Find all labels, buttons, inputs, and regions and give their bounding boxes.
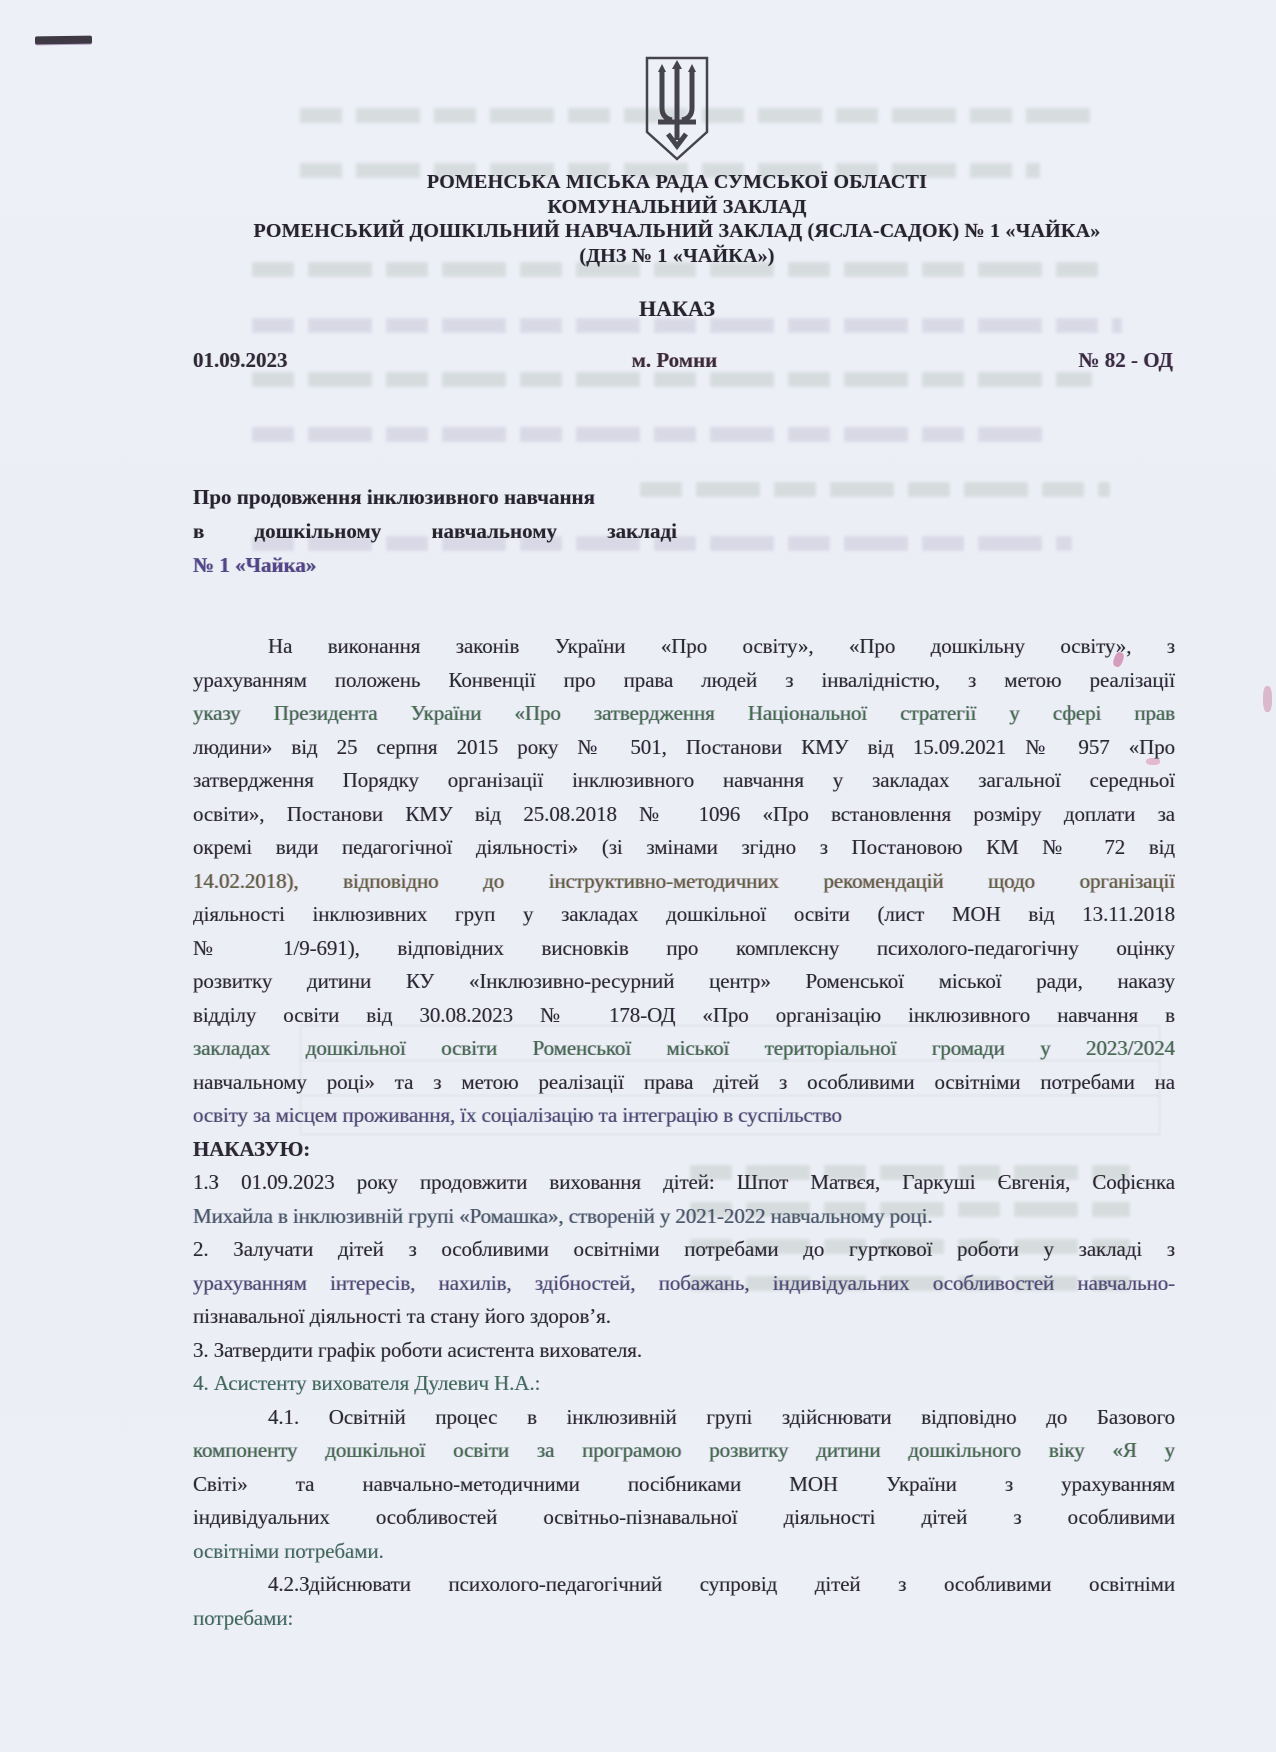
body-line: навчальному році» та з метою реалізації права дітей з особливими освітніми потребами на bbox=[193, 1069, 1175, 1094]
ukraine-trident-emblem-icon bbox=[644, 56, 710, 162]
order-place: м. Ромни bbox=[631, 348, 718, 372]
resolution-line: 2. Залучати дітей з особливими освітніми потребами до гурткової роботи у закладі з bbox=[193, 1237, 1175, 1261]
doc-type-title: НАКАЗ bbox=[639, 296, 715, 321]
subject-line: № 1 «Чайка» bbox=[193, 553, 317, 577]
resolution-line: 4. Асистенту вихователя Дулевич Н.А.: bbox=[193, 1371, 541, 1395]
order-date: 01.09.2023 bbox=[193, 348, 288, 372]
resolution-line: 4.1. Освітній процес в інклюзивній групі здійснювати відповідно до Базового bbox=[268, 1404, 1175, 1429]
org-line: РОМЕНСЬКИЙ ДОШКІЛЬНИЙ НАВЧАЛЬНИЙ ЗАКЛАД (ЯСЛА-САДОК) № 1 «ЧАЙКА» bbox=[253, 220, 1101, 242]
body-line: відділу освіти від 30.08.2023 № 178-ОД «Про організацію інклюзивного навчання в bbox=[193, 1002, 1175, 1027]
body-line: указу Президента України «Про затвердження Національної стратегії у сфері прав bbox=[193, 701, 1175, 725]
body-line: діяльності інклюзивних груп у закладах дошкільної освіти (лист МОН від 13.11.2018 bbox=[193, 902, 1175, 926]
org-line: РОМЕНСЬКА МІСЬКА РАДА СУМСЬКОЇ ОБЛАСТІ bbox=[426, 171, 928, 193]
bleedthrough-line bbox=[640, 482, 1110, 497]
body-line: розвитку дитини КУ «Інклюзивно-ресурний центр» Роменської міської ради, наказу bbox=[193, 969, 1175, 993]
subject-line: Про продовження інклюзивного навчання bbox=[193, 485, 596, 509]
pen-dash-mark bbox=[35, 36, 92, 45]
body-line: На виконання законів України «Про освіту», «Про дошкільну освіту», з bbox=[268, 634, 1175, 658]
resolution-line: компоненту дошкільної освіти за програмою розвитку дитини дошкільного віку «Я у bbox=[193, 1438, 1175, 1462]
order-number: № 82 - ОД bbox=[1078, 348, 1173, 372]
resolution-line: Світі» та навчально-методичними посібниками МОН України з урахуванням bbox=[193, 1471, 1175, 1496]
resolution-line: 4.2.Здійснювати психолого-педагогічний супровід дітей з особливими освітніми bbox=[268, 1572, 1175, 1596]
resolution-line: урахуванням інтересів, нахилів, здібностей, побажань, індивідуальних особливостей навчально- bbox=[193, 1270, 1175, 1295]
body-line: № 1/9-691), відповідних висновків про комплексну психолого-педагогічну оцінку bbox=[193, 935, 1175, 960]
resolution-line: 3. Затвердити графік роботи асистента вихователя. bbox=[193, 1337, 642, 1362]
body-line: закладах дошкільної освіти Роменської міської територіальної громади у 2023/2024 bbox=[193, 1036, 1175, 1060]
org-line: КОМУНАЛЬНИЙ ЗАКЛАД bbox=[547, 195, 807, 218]
bleedthrough-line bbox=[252, 427, 1052, 442]
resolution-line: освітніми потребами. bbox=[193, 1538, 384, 1563]
dateline bbox=[193, 348, 1173, 378]
body-line: затвердження Порядку організації інклюзивного навчання у закладах загальної середньої bbox=[193, 768, 1175, 792]
body-line: 14.02.2018), відповідно до інструктивно-методичних рекомендацій щодо організації bbox=[193, 868, 1175, 893]
resolution-line: потребами: bbox=[193, 1605, 294, 1630]
order-subject bbox=[193, 480, 677, 582]
subject-line: в дошкільному навчальному закладі bbox=[193, 519, 677, 543]
body-line: урахуванням положень Конвенції про права людей з інвалідністю, з метою реалізації bbox=[193, 667, 1175, 692]
org-line: (ДНЗ № 1 «ЧАЙКА») bbox=[579, 244, 775, 267]
letterhead bbox=[97, 170, 1257, 268]
body-line: освіту за місцем проживання, їх соціалізацію та інтеграцію в суспільство bbox=[193, 1103, 842, 1127]
body-line: окремі види педагогічної діяльності» (зі змінами згідно з Постановою КМ № 72 від bbox=[193, 835, 1175, 859]
body-line: освіти», Постанови КМУ від 25.08.2018 № 1096 «Про встановлення розміру доплати за bbox=[193, 801, 1175, 826]
order-body bbox=[193, 630, 1175, 1635]
resolution-line: пізнавальної діяльності та стану його здоров’я. bbox=[193, 1304, 611, 1328]
resolution-heading: НАКАЗУЮ: bbox=[193, 1136, 311, 1161]
body-line: людини» від 25 серпня 2015 року № 501, Постанови КМУ від 15.09.2021 № 957 «Про bbox=[193, 734, 1175, 759]
scan-artifact bbox=[1263, 686, 1272, 712]
resolution-line: індивідуальних особливостей освітньо-пізнавальної діяльності дітей з особливими bbox=[193, 1505, 1175, 1529]
resolution-line: 1.З 01.09.2023 року продовжити виховання дітей: Шпот Матвєя, Гаркуші Євгенія, Софієнка bbox=[193, 1170, 1175, 1194]
resolution-line: Михайла в інклюзивній групі «Ромашка», створеній у 2021-2022 навчальному році. bbox=[193, 1203, 933, 1228]
